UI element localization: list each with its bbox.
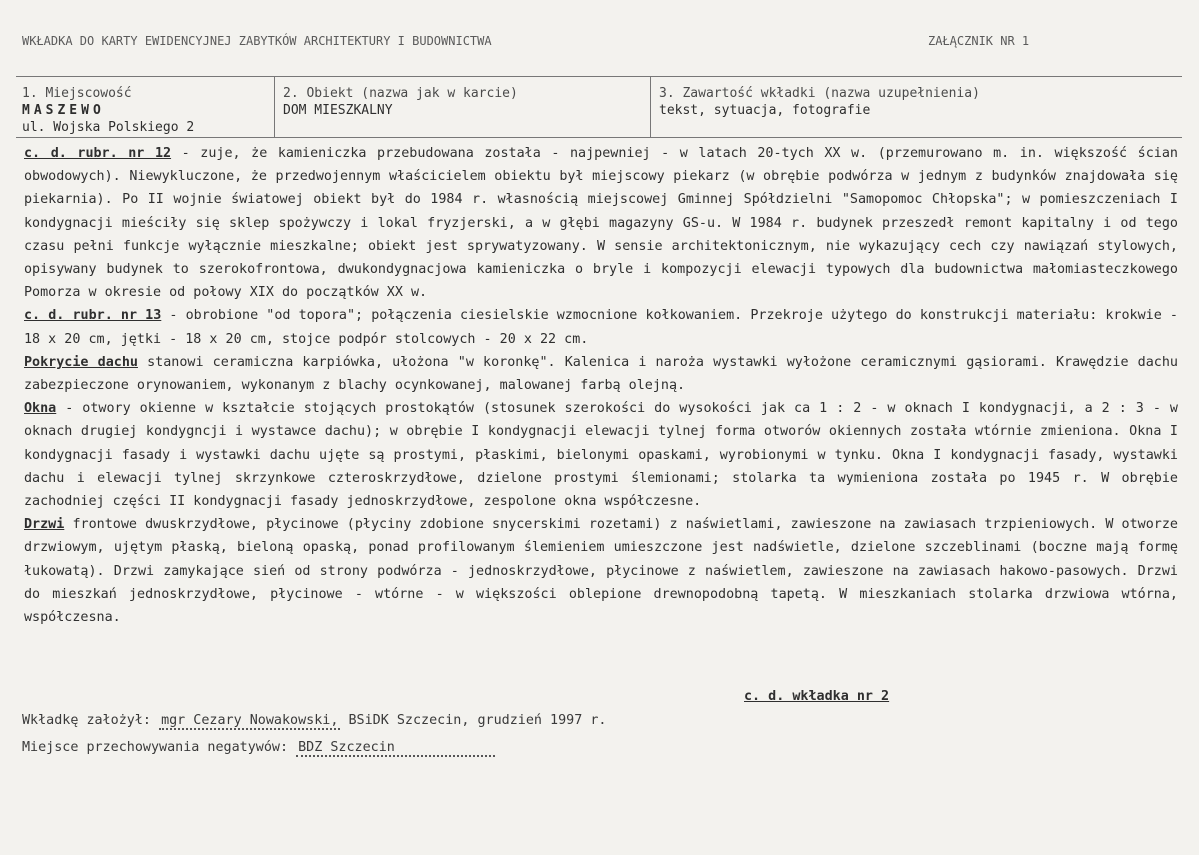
rubric-12-heading: c. d. rubr. nr 12 <box>24 146 172 161</box>
content-cell <box>650 77 1179 137</box>
rubric-12-text: - zuje, że kamieniczka przebudowana została - najpewniej - w latach 20-tych XX w. (przemurowano m. in. większość ścian obwodowych). Niewykluczone, że przedwojennym właścicielem obiektu był miejscowy piekarz (w obrębie podwórza w jednym z budynków znajdowała się piekarnia). Po II wojnie światowej obiekt był do 1984 r. własnością miejscowej Gminnej Spółdzielni "Samopomoc Chłopska"; w pomieszczeniach I kondygnacji mieściły się sklep spożywczy i lokal fryzjerski, a w głębi magazyny GS-u. W 1984 r. budynek przeszedł remont kapitalny i od tego czasu pełni funkcje wyłącznie mieszkalne; obiekt jest sprywatyzowany. W sensie architektonicznym, nie wykazujący cech czy nawiązań stylowych, opisywany budynek to szerokofrontowa, dwukondygnacjowa kamieniczka o bryle i kompozycji elewacji typowych dla budownictwa małomiasteczkowego Pomorza w okresie od połowy XIX do początków XX w. <box>24 146 1178 301</box>
description-body <box>24 142 1178 629</box>
location-cell <box>22 77 270 137</box>
author-line <box>22 713 606 730</box>
roof-text: stanowi ceramiczna karpiówka, ułożona "w koronkę". Kalenica i naroża wystawki wyłożone ceramicznymi gąsiorami. Krawędzie dachu zabezpieczone orynowaniem, wykonanym z blachy ocynkowanej, malowanej farbą olejną. <box>24 354 1178 394</box>
author-value: mgr Cezary Nowakowski, <box>161 713 339 728</box>
windows-heading: Okna <box>24 401 57 417</box>
paragraph-rubric-13 <box>24 304 1178 350</box>
paragraph-windows <box>24 397 1178 513</box>
rubric-13-text: - obrobione "od topora"; połączenia ciesielskie wzmocnione kołkowaniem. Przekroje użytego do konstrukcji materiału: krokwie - 18 x 20 cm, jętki - 18 x 20 cm, stojce podpór stolcowych - 20 x 22 cm. <box>24 308 1178 347</box>
record-fields-box <box>16 76 1182 138</box>
attachment-number: ZAŁĄCZNIK NR 1 <box>928 34 1030 48</box>
windows-text: - otwory okienne w kształcie stojących prostokątów (stosunek szerokości do wysokości jak ca 1 : 2 - w oknach I kondygnacji, a 2 : 3 - w oknach drugiej kondygncji i wystawce dachu); w obrębie I kondygnacji elewacji tylnej forma otworów okiennych została wtórnie zmieniona. Okna I kondygnacji fasady i wystawki dachu ujęte są prostymi, płaskimi, bielonymi opaskami, wyrobionymi w tynku. Okna I kondygnacji fasady, wystawki dachu i elewacji tylnej skrzynkowe czteroskrzydłowe, dzielone prostymi ślemionami; stolarka ta wymieniona została po 1945 r. W obrębie zachodniej części II kondygnacji fasady jednoskrzydłowe, zespolone okna współczesne. <box>24 401 1178 510</box>
author-label: Wkładkę założył: <box>22 713 151 728</box>
object-cell <box>274 77 649 137</box>
location-value: MASZEWO <box>22 103 105 118</box>
roof-heading: Pokrycie dachu <box>24 354 138 370</box>
storage-label: Miejsce przechowywania negatywów: <box>22 740 289 755</box>
doors-text: frontowe dwuskrzydłowe, płycinowe (płyciny zdobione snycerskimi rozetami) z naświetlami, zawieszone na zawiasach trzpieniowych. W otworze drzwiowym, ujętym płaską, bieloną opaską, ponad profilowanym ślemieniem umieszczone jest nadświetle, dzielone szczeblinami (boczne mają formę łukowatą). Drzwi zamykające sień od strony podwórza - jednoskrzydłowe, płycinowe z naświetlem, zawieszone na zawiasach hakowo-pasowych. Drzwi do mieszkań jednoskrzydłowe, płycinowe - wtórne - w większości oblepione drewnopodobną tapetą. W mieszkaniach stolarka drzwiowa wtórna, współczesna. <box>24 517 1178 626</box>
continuation-note: c. d. wkładka nr 2 <box>744 689 890 704</box>
object-label: 2. Obiekt (nazwa jak w karcie) <box>283 86 518 101</box>
content-value: tekst, sytuacja, fotografie <box>659 103 871 118</box>
document-title: WKŁADKA DO KARTY EWIDENCYJNEJ ZABYTKÓW ARCHITEKTURY I BUDOWNICTWA <box>22 34 492 48</box>
location-label: 1. Miejscowość <box>22 86 132 101</box>
storage-value: BDZ Szczecin <box>296 740 495 757</box>
address-value: ul. Wojska Polskiego 2 <box>22 120 195 135</box>
content-label: 3. Zawartość wkładki (nazwa uzupełnienia) <box>659 86 980 101</box>
object-value: DOM MIESZKALNY <box>283 103 393 118</box>
storage-line <box>22 740 495 757</box>
paragraph-rubric-12 <box>24 142 1178 304</box>
author-suffix: BSiDK Szczecin, grudzień 1997 r. <box>348 713 607 728</box>
doors-heading: Drzwi <box>24 517 65 533</box>
rubric-13-heading: c. d. rubr. nr 13 <box>24 308 162 324</box>
paragraph-doors <box>24 513 1178 629</box>
paragraph-roof <box>24 351 1178 397</box>
